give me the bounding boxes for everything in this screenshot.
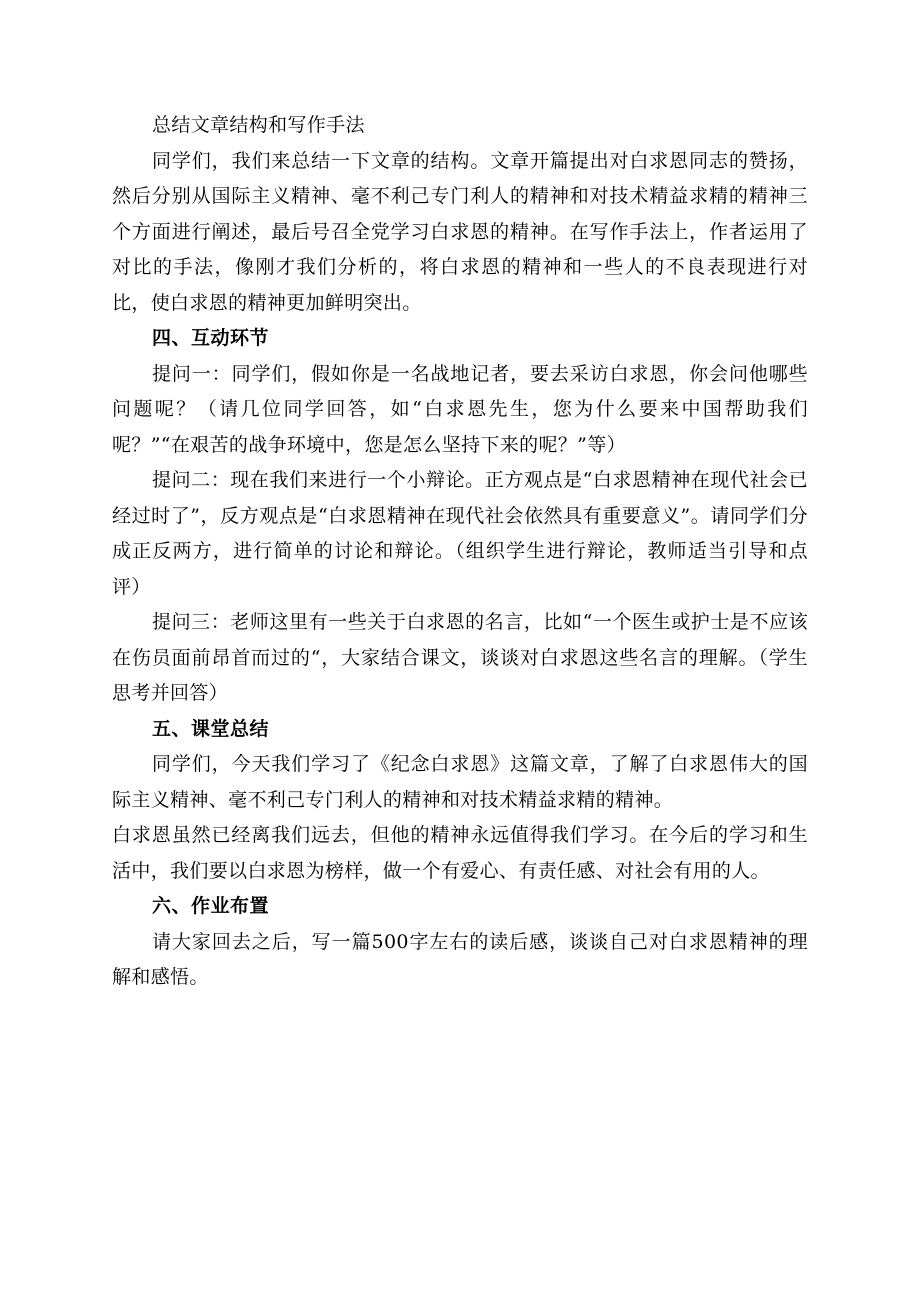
summary-paragraph: 同学们，我们来总结一下文章的结构。文章开篇提出对白求恩同志的赞扬，然后分别从国际主义精神、毫不利己专门利人的精神和对技术精益求精的精神三个方面进行阐述，最后号召全党学习白求恩的精神。在写作手法上，作者运用了对比的手法，像刚才我们分析的，将白求恩的精神和一些人的不良表现进行对比，使白求恩的精神更加鲜明突出。 xyxy=(112,149,808,314)
summary-title: 总结文章结构和写作手法 xyxy=(152,114,365,136)
section-heading-interaction: 四、互动环节 xyxy=(152,327,270,349)
section-heading-summary: 五、课堂总结 xyxy=(152,717,270,740)
class-summary-paragraph-1: 同学们，今天我们学习了《纪念白求恩》这篇文章，了解了白求恩伟大的国际主义精神、毫不利己专门利人的精神和对技术精益求精的精神。 xyxy=(112,753,808,811)
class-summary-paragraph-2: 白求恩虽然已经离我们远去，但他的精神永远值得我们学习。在今后的学习和生活中，我们要以白求恩为榜样，做一个有爱心、有责任感、对社会有用的人。 xyxy=(112,824,808,882)
question-two: 提问二：现在我们来进行一个小辩论。正方观点是“白求恩精神在现代社会已经过时了”，反方观点是“白求恩精神在现代社会依然具有重要意义”。请同学们分成正反两方，进行简单的讨论和辩论。（组织学生进行辩论，教师适当引导和点评） xyxy=(112,469,808,598)
question-one: 提问一：同学们，假如你是一名战地记者，要去采访白求恩，你会问他哪些问题呢？（请几位同学回答，如“白求恩先生，您为什么要来中国帮助我们呢？”“在艰苦的战争环境中，您是怎么坚持下来的呢？”等） xyxy=(112,362,808,456)
section-heading-homework: 六、作业布置 xyxy=(152,895,270,917)
homework-paragraph: 请大家回去之后，写一篇500字左右的读后感，谈谈自己对白求恩精神的理解和感悟。 xyxy=(112,930,808,988)
question-three: 提问三：老师这里有一些关于白求恩的名言，比如“一个医生或护士是不应该在伤员面前昂首而过的“，大家结合课文，谈谈对白求恩这些名言的理解。（学生思考并回答） xyxy=(112,611,808,704)
